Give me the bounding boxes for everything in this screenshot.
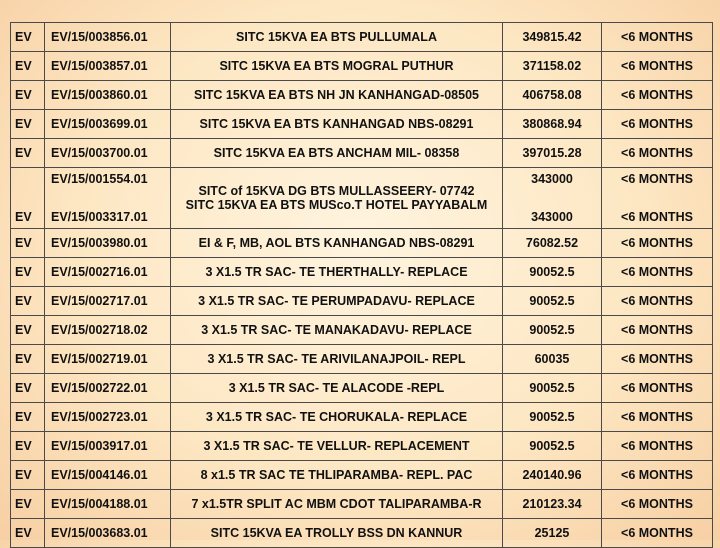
cell-reference: EV/15/003917.01 [45,432,171,461]
cell-code: EV [11,258,45,287]
cell-description: SITC 15KVA EA BTS ANCHAM MIL- 08358 [171,139,503,168]
cell-description: 3 X1.5 TR SAC- TE THERTHALLY- REPLACE [171,258,503,287]
cell-amount: 90052.5 [503,403,602,432]
cell-reference: EV/15/002723.01 [45,403,171,432]
table-row [11,52,713,81]
cell-reference: EV/15/002718.02 [45,316,171,345]
description-b: SITC 15KVA EA BTS MUSco.T HOTEL PAYYABALM [185,198,488,212]
cell-reference: EV/15/003856.01 [45,23,171,52]
cell-age: <6 MONTHS [602,110,713,139]
table-row [11,374,713,403]
cell-code: EV [11,461,45,490]
cell-age: <6 MONTHS [602,23,713,52]
reference-a: EV/15/001554.01 [51,172,148,186]
cell-code: EV [11,110,45,139]
cell-age: <6 MONTHS [602,287,713,316]
cell-code: EV [11,81,45,110]
cell-description: 8 x1.5 TR SAC TE THLIPARAMBA- REPL. PAC [171,461,503,490]
cell-age: <6 MONTHS [602,139,713,168]
cell-age: <6 MONTHS [602,519,713,548]
cell-code: EV [11,168,45,229]
cell-code: EV [11,316,45,345]
amount-b: 343000 [531,210,573,224]
table-row [11,432,713,461]
cell-reference: EV/15/003980.01 [45,229,171,258]
table-row [11,403,713,432]
cell-amount: 349815.42 [503,23,602,52]
cell-reference: EV/15/002722.01 [45,374,171,403]
cell-amount: 240140.96 [503,461,602,490]
cell-code: EV [11,374,45,403]
cell-description: 7 x1.5TR SPLIT AC MBM CDOT TALIPARAMBA-R [171,490,503,519]
cell-reference-pair [45,168,171,229]
cell-description-pair [171,168,503,229]
cell-description: 3 X1.5 TR SAC- TE MANAKADAVU- REPLACE [171,316,503,345]
cell-amount: 90052.5 [503,432,602,461]
outstanding-invoice-table [10,22,713,548]
table-row [11,490,713,519]
cell-age: <6 MONTHS [602,403,713,432]
cell-amount: 90052.5 [503,316,602,345]
cell-code: EV [11,490,45,519]
cell-reference: EV/15/002719.01 [45,345,171,374]
cell-reference: EV/15/003857.01 [45,52,171,81]
cell-description: SITC 15KVA EA BTS KANHANGAD NBS-08291 [171,110,503,139]
cell-code: EV [11,519,45,548]
cell-code: EV [11,139,45,168]
table-row [11,23,713,52]
cell-reference: EV/15/003699.01 [45,110,171,139]
table-row [11,345,713,374]
cell-amount: 210123.34 [503,490,602,519]
cell-age: <6 MONTHS [602,81,713,110]
reference-b: EV/15/003317.01 [51,210,148,224]
cell-code: EV [11,345,45,374]
cell-description: EI & F, MB, AOL BTS KANHANGAD NBS-08291 [171,229,503,258]
cell-code: EV [11,229,45,258]
cell-age: <6 MONTHS [602,52,713,81]
table-row [11,229,713,258]
cell-age: <6 MONTHS [602,374,713,403]
cell-amount: 90052.5 [503,258,602,287]
cell-age: <6 MONTHS [602,258,713,287]
cell-reference: EV/15/003683.01 [45,519,171,548]
cell-description: 3 X1.5 TR SAC- TE ALACODE -REPL [171,374,503,403]
age-a: <6 MONTHS [621,172,693,186]
table-row [11,461,713,490]
cell-age: <6 MONTHS [602,490,713,519]
cell-age: <6 MONTHS [602,316,713,345]
table-row [11,81,713,110]
cell-description: SITC 15KVA EA BTS MOGRAL PUTHUR [171,52,503,81]
table-body [11,23,713,548]
table-row [11,258,713,287]
cell-reference: EV/15/003860.01 [45,81,171,110]
cell-description: 3 X1.5 TR SAC- TE CHORUKALA- REPLACE [171,403,503,432]
cell-reference: EV/15/004146.01 [45,461,171,490]
table-row [11,519,713,548]
cell-amount: 90052.5 [503,374,602,403]
cell-amount: 371158.02 [503,52,602,81]
cell-code: EV [11,52,45,81]
cell-age-pair [602,168,713,229]
cell-code: EV [11,23,45,52]
cell-amount: 90052.5 [503,287,602,316]
cell-amount: 397015.28 [503,139,602,168]
age-b: <6 MONTHS [621,210,693,224]
description-a: SITC of 15KVA DG BTS MULLASSEERY- 07742 [198,184,475,198]
cell-amount: 380868.94 [503,110,602,139]
cell-age: <6 MONTHS [602,229,713,258]
cell-reference: EV/15/003700.01 [45,139,171,168]
cell-amount: 76082.52 [503,229,602,258]
cell-age: <6 MONTHS [602,432,713,461]
cell-age: <6 MONTHS [602,461,713,490]
cell-description: SITC 15KVA EA BTS NH JN KANHANGAD-08505 [171,81,503,110]
cell-reference: EV/15/004188.01 [45,490,171,519]
cell-description: SITC 15KVA EA BTS PULLUMALA [171,23,503,52]
cell-description: 3 X1.5 TR SAC- TE PERUMPADAVU- REPLACE [171,287,503,316]
amount-a: 343000 [531,172,573,186]
cell-age: <6 MONTHS [602,345,713,374]
cell-description: SITC 15KVA EA TROLLY BSS DN KANNUR [171,519,503,548]
table-row [11,316,713,345]
cell-amount: 60035 [503,345,602,374]
cell-code: EV [11,432,45,461]
table-row-merged [11,168,713,229]
table-row [11,139,713,168]
cell-amount: 25125 [503,519,602,548]
table-row [11,110,713,139]
cell-code: EV [11,287,45,316]
table-row [11,287,713,316]
cell-description: 3 X1.5 TR SAC- TE VELLUR- REPLACEMENT [171,432,503,461]
cell-reference: EV/15/002717.01 [45,287,171,316]
cell-reference: EV/15/002716.01 [45,258,171,287]
cell-code: EV [11,403,45,432]
cell-amount-pair [503,168,602,229]
cell-amount: 406758.08 [503,81,602,110]
cell-description: 3 X1.5 TR SAC- TE ARIVILANAJPOIL- REPL [171,345,503,374]
